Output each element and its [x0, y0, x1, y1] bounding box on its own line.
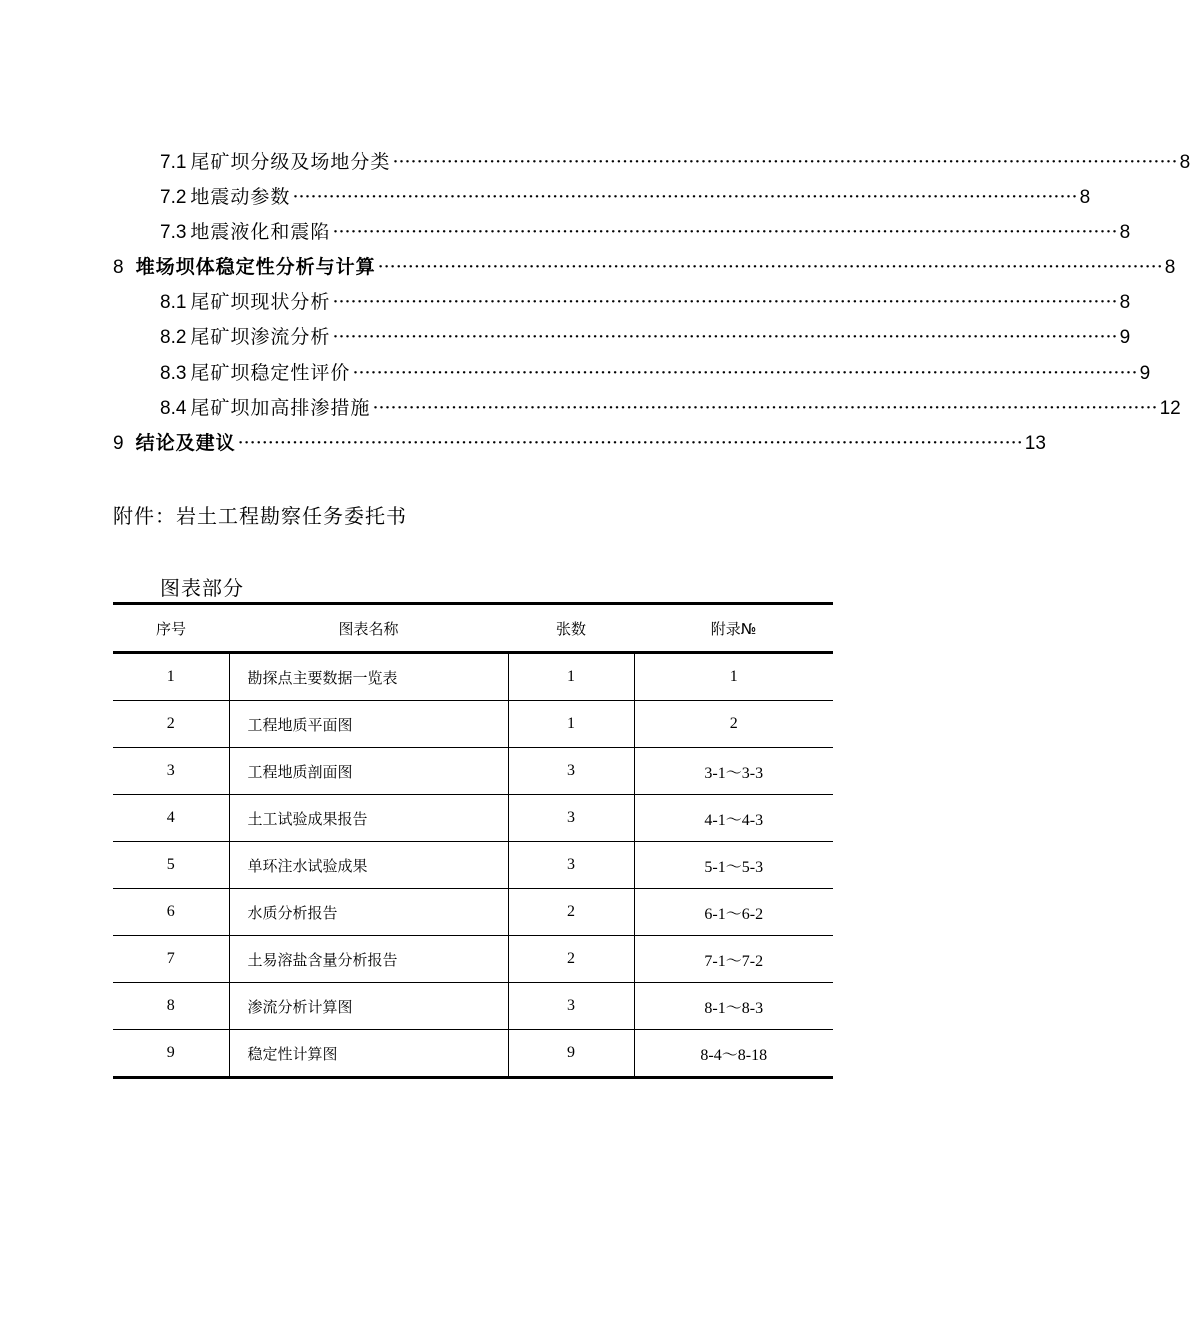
toc-leader: ··································································································································	[237, 432, 1023, 454]
toc-entry[interactable]	[113, 252, 1176, 282]
toc-page: 9	[1119, 327, 1131, 348]
header-count: 张数	[555, 619, 586, 638]
table-row	[113, 653, 833, 701]
table-row	[113, 795, 833, 842]
toc-page: 13	[1024, 433, 1046, 454]
cell-count: 2	[508, 936, 634, 983]
cell-name: 勘探点主要数据一览表	[229, 653, 508, 701]
toc-page: 8	[1179, 152, 1190, 173]
table-header-row	[113, 604, 833, 653]
cell-appendix-no: 1	[634, 653, 833, 701]
toc-title: 尾矿坝分级及场地分类	[190, 151, 391, 173]
toc-page: 8	[1079, 187, 1091, 208]
cell-index: 8	[166, 997, 175, 1014]
toc-title: 尾矿坝加高排渗措施	[190, 397, 371, 419]
table-row	[113, 983, 833, 1030]
figures-table	[113, 602, 833, 1079]
toc-leader: ··································································································································	[372, 397, 1158, 419]
toc-number: 8	[113, 257, 124, 278]
toc-entry[interactable]	[160, 182, 1091, 212]
cell-appendix-no: 6-1～6-2	[634, 889, 833, 936]
toc-page: 12	[1159, 398, 1181, 419]
table-row	[113, 889, 833, 936]
cell-count: 3	[508, 842, 634, 889]
header-index: 序号	[155, 619, 186, 638]
toc-leader: ··································································································································	[352, 362, 1138, 384]
toc-title: 尾矿坝现状分析	[190, 291, 331, 313]
cell-name: 工程地质剖面图	[229, 748, 508, 795]
toc-number: 8.4	[160, 398, 187, 419]
header-appendix-no: 附录№	[710, 619, 757, 638]
cell-appendix-no: 2	[634, 701, 833, 748]
cell-count: 2	[508, 889, 634, 936]
toc-entry[interactable]	[160, 393, 1181, 423]
cell-index: 2	[166, 715, 175, 732]
toc-leader: ··································································································································	[377, 256, 1163, 278]
toc-number: 9	[113, 433, 124, 454]
table-row	[113, 842, 833, 889]
table-row	[113, 1030, 833, 1078]
cell-count: 1	[508, 701, 634, 748]
toc-leader: ··································································································································	[392, 151, 1178, 173]
cell-index: 4	[166, 809, 175, 826]
cell-appendix-no: 3-1～3-3	[634, 748, 833, 795]
toc-entry[interactable]	[113, 428, 1046, 458]
cell-name: 土工试验成果报告	[229, 795, 508, 842]
toc-title: 尾矿坝稳定性评价	[190, 362, 351, 384]
toc-number: 7.1	[160, 152, 187, 173]
toc-leader: ··································································································································	[332, 326, 1118, 348]
cell-appendix-no: 8-4～8-18	[634, 1030, 833, 1078]
toc-page: 8	[1119, 222, 1131, 243]
toc-number: 8.3	[160, 363, 187, 384]
cell-index: 5	[166, 856, 175, 873]
cell-name: 单环注水试验成果	[229, 842, 508, 889]
cell-index: 7	[166, 950, 175, 967]
cell-count: 3	[508, 748, 634, 795]
cell-index: 6	[166, 903, 175, 920]
cell-name: 渗流分析计算图	[229, 983, 508, 1030]
toc-entry[interactable]	[160, 358, 1151, 388]
cell-count: 3	[508, 983, 634, 1030]
toc-page: 8	[1164, 257, 1176, 278]
toc-number: 7.3	[160, 222, 187, 243]
cell-name: 水质分析报告	[229, 889, 508, 936]
cell-name: 工程地质平面图	[229, 701, 508, 748]
cell-appendix-no: 5-1～5-3	[634, 842, 833, 889]
appendix-note: 附件：岩土工程勘察任务委托书	[113, 504, 407, 528]
toc-number: 8.1	[160, 292, 187, 313]
toc-entry[interactable]	[160, 147, 1190, 177]
cell-appendix-no: 4-1～4-3	[634, 795, 833, 842]
toc-entry[interactable]	[160, 287, 1131, 317]
toc-page: 9	[1139, 363, 1151, 384]
toc-title: 地震动参数	[190, 186, 291, 208]
table-row	[113, 748, 833, 795]
table-row	[113, 936, 833, 983]
cell-index: 9	[166, 1044, 175, 1061]
toc-page: 8	[1119, 292, 1131, 313]
toc-leader: ··································································································································	[332, 221, 1118, 243]
cell-index: 1	[166, 668, 175, 685]
cell-name: 稳定性计算图	[229, 1030, 508, 1078]
toc-title: 结论及建议	[135, 432, 236, 454]
cell-count: 9	[508, 1030, 634, 1078]
toc-entry[interactable]	[160, 322, 1131, 352]
toc-number: 7.2	[160, 187, 187, 208]
cell-appendix-no: 8-1～8-3	[634, 983, 833, 1030]
toc-number: 8.2	[160, 327, 187, 348]
toc-leader: ··································································································································	[332, 291, 1118, 313]
cell-count: 1	[508, 653, 634, 701]
toc-title: 尾矿坝渗流分析	[190, 326, 331, 348]
cell-name: 土易溶盐含量分析报告	[229, 936, 508, 983]
header-name: 图表名称	[338, 619, 399, 638]
toc-title: 地震液化和震陷	[190, 221, 331, 243]
cell-count: 3	[508, 795, 634, 842]
cell-appendix-no: 7-1～7-2	[634, 936, 833, 983]
table-row	[113, 701, 833, 748]
cell-index: 3	[166, 762, 175, 779]
toc-title: 堆场坝体稳定性分析与计算	[135, 256, 376, 278]
section-title: 图表部分	[160, 576, 244, 600]
toc-entry[interactable]	[160, 217, 1131, 247]
toc-leader: ··································································································································	[292, 186, 1078, 208]
